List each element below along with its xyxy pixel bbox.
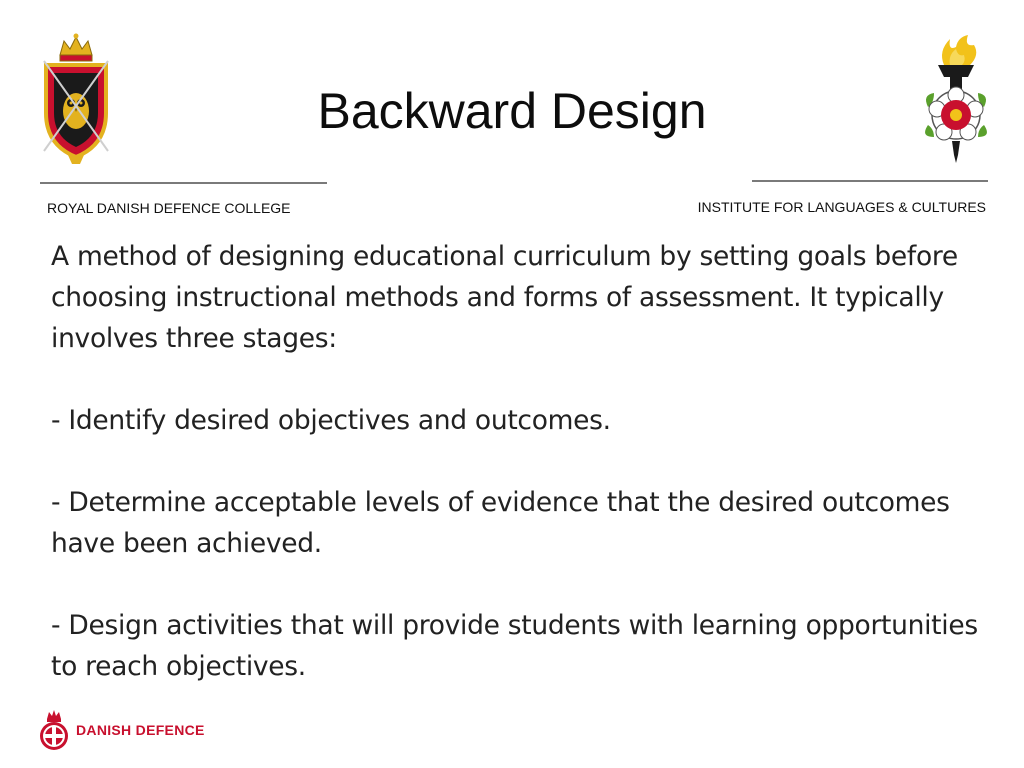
danish-defence-emblem-icon bbox=[38, 709, 70, 751]
right-divider bbox=[752, 180, 988, 182]
slide-title: Backward Design bbox=[317, 83, 707, 139]
footer-logo bbox=[38, 708, 205, 752]
stage-item: - Determine acceptable levels of evidence that the desired outcomes have been achieved. bbox=[51, 487, 950, 559]
stage-item: - Identify desired objectives and outcomes. bbox=[51, 405, 611, 436]
left-organization-label: ROYAL DANISH DEFENCE COLLEGE bbox=[47, 200, 291, 216]
slide-body bbox=[51, 236, 981, 687]
right-organization-label: INSTITUTE FOR LANGUAGES & CULTURES bbox=[697, 199, 986, 215]
intro-paragraph: A method of designing educational curriculum by setting goals before choosing instructional methods and forms of assessment. It typically involves three stages: bbox=[51, 241, 958, 354]
footer-brand-label: DANISH DEFENCE bbox=[76, 722, 205, 738]
stage-item: - Design activities that will provide students with learning opportunities to reach objectives. bbox=[51, 610, 978, 682]
left-divider bbox=[40, 182, 327, 184]
